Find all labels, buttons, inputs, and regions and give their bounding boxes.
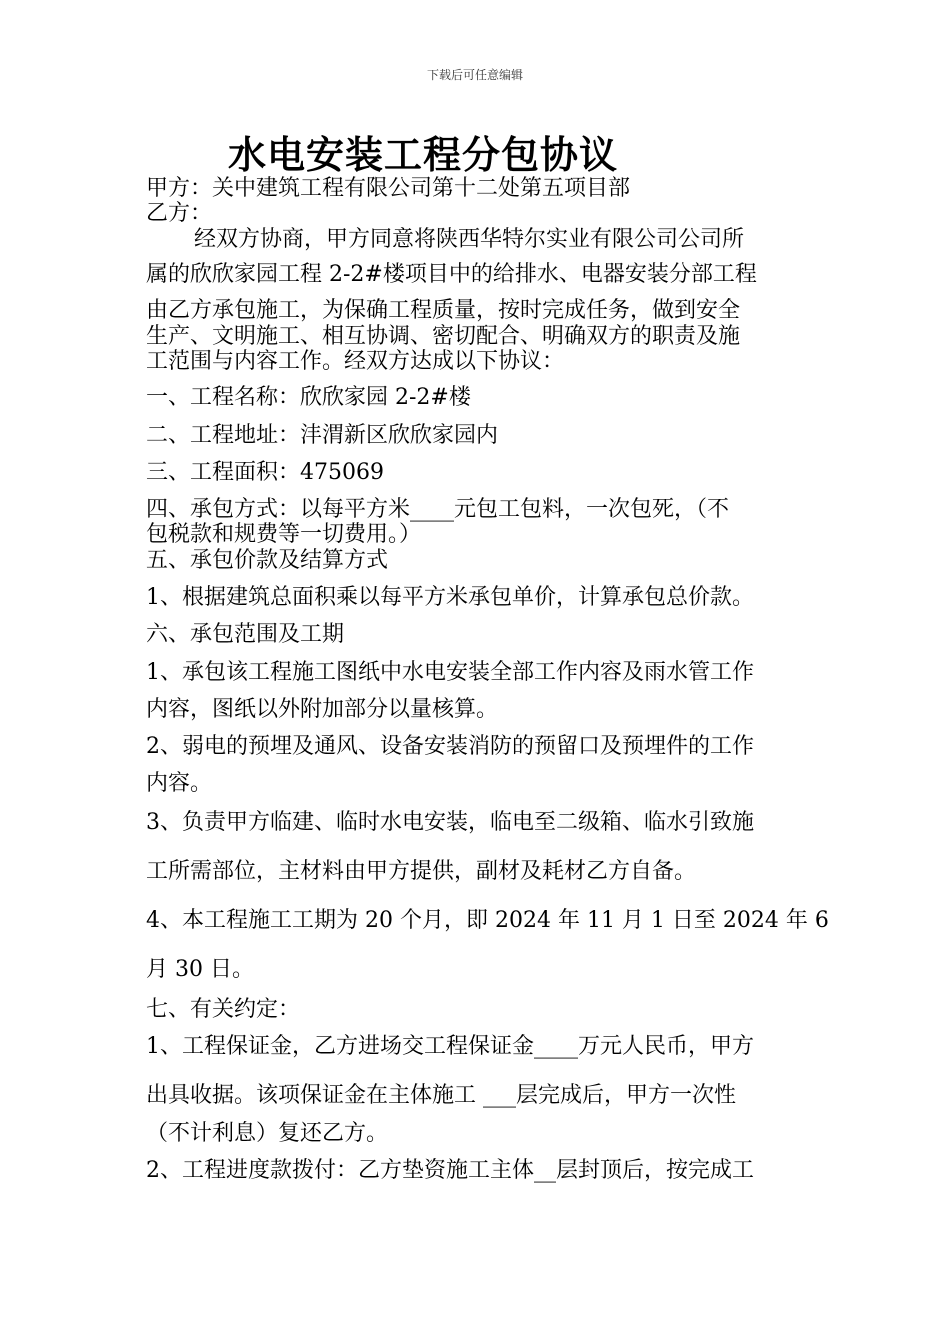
clause-line: 内容。 [146, 771, 213, 796]
clause-line: 4、本工程施工工期为 20 个月，即 2024 年 11 月 1 日至 2024 年 6 [146, 908, 829, 933]
clause-line: 三、工程面积：475069 [146, 460, 384, 485]
party-b-line: 乙方： [146, 201, 213, 226]
clause-line: （不计利息）复还乙方。 [146, 1121, 389, 1146]
paragraph-line: 工范围与内容工作。经双方达成以下协议： [146, 349, 565, 374]
clause-line: 四、承包方式：以每平方米____元包工包料，一次包死，（不 [146, 497, 730, 522]
clause-line: 一、工程名称：欣欣家园 2-2#楼 [146, 385, 471, 410]
party-a-line: 甲方：关中建筑工程有限公司第十二处第五项目部 [146, 176, 631, 201]
clause-line: 2、弱电的预埋及通风、设备安装消防的预留口及预埋件的工作 [146, 734, 754, 759]
clause-line: 二、工程地址：沣渭新区欣欣家园内 [146, 423, 499, 448]
section-heading: 七、有关约定： [146, 997, 301, 1022]
paragraph-line: 由乙方承包施工，为保确工程质量，按时完成任务，做到安全 [146, 298, 741, 323]
clause-line: 包税款和规费等一切费用。） [146, 522, 422, 547]
clause-line: 3、负责甲方临建、临时水电安装，临电至二级箱、临水引致施 [146, 810, 754, 835]
clause-line: 2、工程进度款拨付：乙方垫资施工主体__层封顶后，按完成工 [146, 1158, 754, 1183]
paragraph-line: 经双方协商，甲方同意将陕西华特尔实业有限公司公司所 [194, 227, 745, 252]
page-header-note: 下载后可任意编辑 [426, 68, 523, 82]
clause-line: 工所需部位，主材料由甲方提供，副材及耗材乙方自备。 [146, 859, 697, 884]
section-heading: 五、承包价款及结算方式 [146, 548, 389, 573]
clause-line: 1、承包该工程施工图纸中水电安装全部工作内容及雨水管工作 [146, 660, 754, 685]
section-heading: 六、承包范围及工期 [146, 622, 345, 647]
document-title: 水电安装工程分包协议 [228, 132, 619, 177]
paragraph-line: 属的欣欣家园工程 2-2#楼项目中的给排水、电器安装分部工程 [146, 262, 757, 287]
paragraph-line: 生产、文明施工、相互协调、密切配合、明确双方的职责及施 [146, 324, 741, 349]
clause-line: 出具收据。该项保证金在主体施工 ___层完成后，甲方一次性 [146, 1083, 736, 1108]
clause-line: 内容，图纸以外附加部分以量核算。 [146, 697, 499, 722]
clause-line: 月 30 日。 [146, 957, 254, 982]
clause-line: 1、工程保证金，乙方进场交工程保证金____万元人民币，甲方 [146, 1034, 754, 1059]
clause-line: 1、根据建筑总面积乘以每平方米承包单价，计算承包总价款。 [146, 585, 754, 610]
